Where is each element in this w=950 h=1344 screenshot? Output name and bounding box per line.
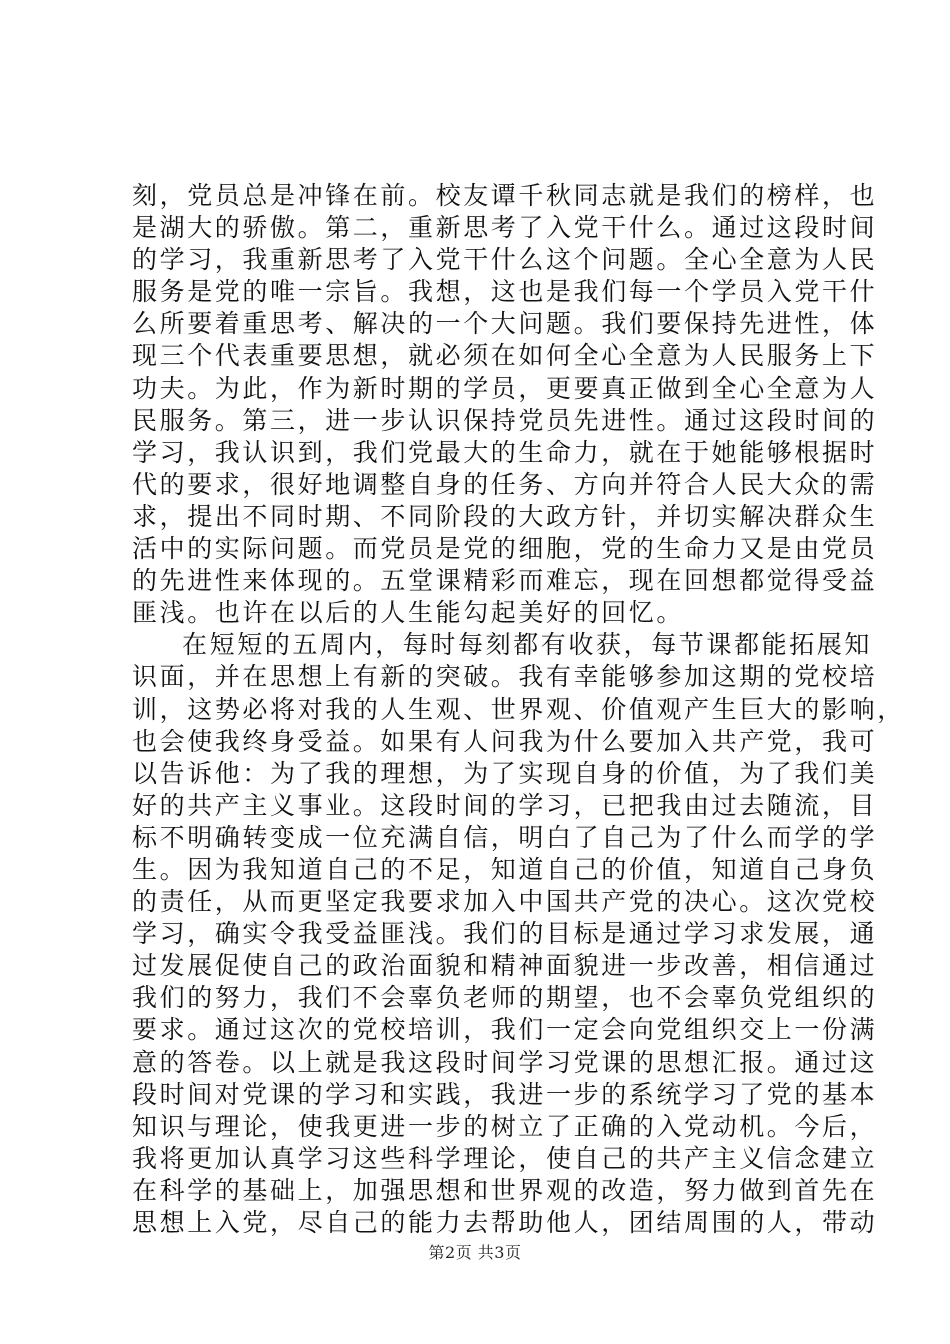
text-line: 么所要着重思考、解决的一个大问题。我们要保持先进性，体 — [132, 309, 878, 339]
text-line: 服务是党的唯一宗旨。我想，这也是我们每一个学员入党干什 — [132, 277, 878, 307]
text-line: 学习，我认识到，我们党最大的生命力，就在于她能够根据时 — [132, 437, 878, 467]
text-line: 学习，确实令我受益匪浅。我们的目标是通过学习求发展，通 — [132, 919, 878, 949]
text-line: 思想上入党，尽自己的能力去帮助他人，团结周围的人，带动 — [132, 1208, 878, 1237]
text-line: 在科学的基础上，加强思想和世界观的改造，努力做到首先在 — [132, 1175, 878, 1205]
text-line: 民服务。第三，进一步认识保持党员先进性。通过这段时间的 — [132, 405, 878, 435]
text-line: 知识与理论，使我更进一步的树立了正确的入党动机。今后， — [132, 1111, 878, 1141]
text-line: 也会使我终身受益。如果有人问我为什么要加入共产党，我可 — [132, 726, 878, 756]
text-line: 训，这势必将对我的人生观、世界观、价值观产生巨大的影响， — [132, 694, 905, 724]
text-line: 功夫。为此，作为新时期的学员，更要真正做到全心全意为人 — [132, 373, 878, 403]
text-line: 好的共产主义事业。这段时间的学习，已把我由过去随流，目 — [132, 790, 878, 820]
text-line: 以告诉他：为了我的理想，为了实现自身的价值，为了我们美 — [132, 758, 878, 788]
text-line: 我将更加认真学习这些科学理论，使自己的共产主义信念建立 — [132, 1143, 878, 1173]
text-line: 识面，并在思想上有新的突破。我有幸能够参加这期的党校培 — [132, 662, 878, 692]
paragraph-first-line: 在短短的五周内，每时每刻都有收获，每节课都能拓展知 — [182, 630, 873, 660]
text-line: 标不明确转变成一位充满自信，明白了自己为了什么而学的学 — [132, 822, 878, 852]
text-line: 的责任，从而更坚定我要求加入中国共产党的决心。这次党校 — [132, 887, 878, 917]
text-line: 的先进性来体现的。五堂课精彩而难忘，现在回想都觉得受益 — [132, 566, 878, 596]
text-line: 生。因为我知道自己的不足，知道自己的价值，知道自己身负 — [132, 854, 878, 884]
text-line: 求，提出不同时期、不同阶段的大政方针，并切实解决群众生 — [132, 501, 878, 531]
text-line: 意的答卷。以上就是我这段时间学习党课的思想汇报。通过这 — [132, 1047, 878, 1077]
text-line: 要求。通过这次的党校培训，我们一定会向党组织交上一份满 — [132, 1015, 878, 1045]
body-text — [132, 180, 905, 1239]
text-line: 刻，党员总是冲锋在前。校友谭千秋同志就是我们的榜样，也 — [132, 181, 878, 210]
text-line: 的学习，我重新思考了入党干什么这个问题。全心全意为人民 — [132, 245, 878, 275]
text-line: 过发展促使自己的政治面貌和精神面貌进一步改善，相信通过 — [132, 951, 878, 981]
text-line: 活中的实际问题。而党员是党的细胞，党的生命力又是由党员 — [132, 534, 878, 564]
text-line: 我们的努力，我们不会辜负老师的期望，也不会辜负党组织的 — [132, 983, 878, 1013]
text-line: 现三个代表重要思想，就必须在如何全心全意为人民服务上下 — [132, 341, 878, 371]
text-line: 是湖大的骄傲。第二，重新思考了入党干什么。通过这段时间 — [132, 213, 878, 243]
page-number-footer: 第2页 共3页 — [428, 1243, 522, 1262]
text-line: 代的要求，很好地调整自身的任务、方向并符合人民大众的需 — [132, 469, 878, 499]
text-line: 匪浅。也许在以后的人生能勾起美好的回忆。 — [132, 598, 685, 628]
text-line: 段时间对党课的学习和实践，我进一步的系统学习了党的基本 — [132, 1079, 878, 1109]
